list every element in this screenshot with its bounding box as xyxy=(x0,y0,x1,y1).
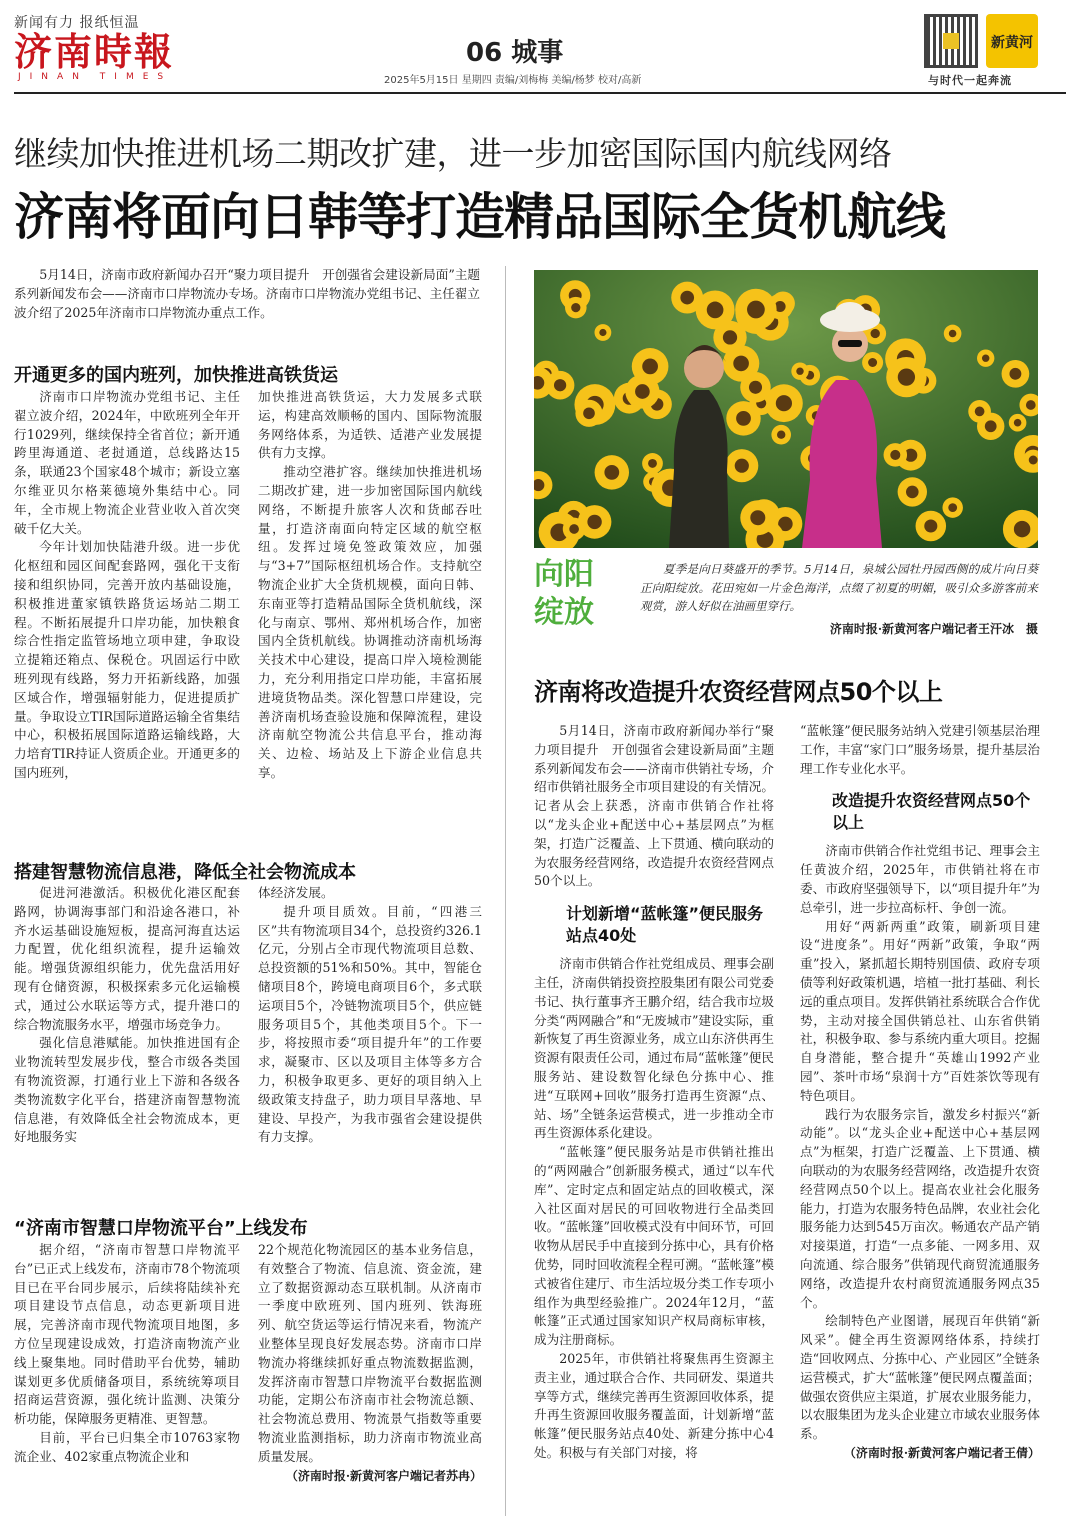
sunflower-icon xyxy=(1009,414,1027,432)
kicker-headline: 继续加快推进机场二期改扩建，进一步加密国际国内航线网络 xyxy=(14,134,892,173)
sunflower-icon xyxy=(740,372,771,403)
sunflower-icon xyxy=(944,325,962,343)
right-article-col1 xyxy=(534,722,774,1522)
sunflower-icon xyxy=(575,400,602,427)
newspaper-logo: 济南時報 xyxy=(14,29,175,74)
column-divider xyxy=(505,266,506,1516)
right-article-col2 xyxy=(800,722,1040,1522)
sunflower-icon xyxy=(898,477,927,506)
sunflower-icon xyxy=(886,357,926,397)
sunflower-icon xyxy=(862,352,883,373)
paragraph: 加快推进高铁货运，大力发展多式联运，构建高效顺畅的国内、国际物流服务网络体系，为适铁、适港产业发展提供有力支撑。 xyxy=(258,389,482,461)
byline: （济南时报·新黄河客户端记者王倩） xyxy=(843,1445,1040,1460)
sunflower-icon xyxy=(740,500,775,535)
qr-code-icon[interactable] xyxy=(924,14,978,68)
section3-col1 xyxy=(14,1241,240,1521)
sunflower-icon xyxy=(671,282,703,314)
paragraph: 5月14日，济南市政府新闻办举行“聚力项目提升 开创强省会建设新局面”主题系列新闻发布会——济南市供销社专场，介绍市供销社服务全市项目建设的有关情况。记者从会上获悉，济南市供销合作社将以“龙头企业+配送中心+基层网点”为框架，打造广泛覆盖、上下贯通、横向联动的为农服务经营网络，改造提升农资经营网点50个以上。 xyxy=(534,723,774,889)
sunflower-icon xyxy=(642,453,663,474)
sunflower-icon xyxy=(791,363,808,380)
page-section-title: 06 城事 xyxy=(466,38,564,68)
photo-caption: 夏季是向日葵盛开的季节。5月14日，泉城公园牡丹园西侧的成片向日葵正向阳绽放。花田宛如一片金色海洋，点缀了初夏的明媚，吸引众多游客前来观赏，游人好似在油画里穿行。 xyxy=(640,562,1038,613)
section3-col2 xyxy=(258,1241,482,1521)
sunflower-icon xyxy=(916,511,947,542)
section2-title: 搭建智慧物流信息港，降低全社会物流成本 xyxy=(14,862,356,883)
section2-col2 xyxy=(258,884,482,1182)
sunflower-photo-illustration xyxy=(534,270,1038,548)
sunflower-icon xyxy=(977,413,1004,440)
paragraph: 体经济发展。 xyxy=(258,885,334,900)
paragraph: 济南市供销合作社党组书记、理事会主任黄波介绍，2025年，市供销社将在市委、市政府坚强领导下，以“项目提升年”为总牵引，进一步拉高标杆、争创一流。 xyxy=(800,843,1040,915)
paragraph: 用好“两新两重”政策，刷新项目建设“进度条”。用好“两新”政策，争取“两重”投入，紧抓超长期特别国债、政府专项债等利好政策机遇，培植一批打基础、利长远的重点项目。发挥供销社系统联合合作优势，主动对接全国供销总社、山东省供销社，积极争取、参与系统内重大项目。挖掘自身潜能，整合提升“英雄山1992产业园”、茶叶市场“泉润十方”百姓茶饮等现有特色项目。 xyxy=(800,918,1040,1103)
photo-title: 向阳绽放 xyxy=(534,557,594,630)
subheading: 改造提升农资经营网点50个以上 xyxy=(832,791,1031,833)
section1-title: 开通更多的国内班列，加快推进高铁货运 xyxy=(14,365,338,386)
brand-slogan: 与时代一起奔流 xyxy=(928,74,1012,87)
paragraph: “蓝帐篷”便民服务站纳入党建引领基层治理工作，丰富“家门口”服务场景，提升基层治理工作专业化水平。 xyxy=(800,723,1040,776)
sunflower-icon xyxy=(632,348,669,385)
page-meta: 2025年5月15日 星期四 责编/刘梅梅 美编/杨梦 校对/高新 xyxy=(384,75,642,86)
sunflower-icon xyxy=(771,425,791,445)
sunflower-icon xyxy=(595,455,629,489)
paragraph: 济南市供销合作社党组成员、理事会副主任，济南供销投资控股集团有限公司党委书记、执行董事齐王鹏介绍，结合我市垃圾分类“两网融合”和“无废城市”建设实际，重新恢复了再生资源业务，成立山东济供再生资源有限责任公司，通过布局“蓝帐篷”便民服务站、建设数智化绿色分拣中心、推进“互联网+回收”服务打造再生资源“点、站、场”全链条运营模式，进一步推动全市再生资源体系化建设。 xyxy=(534,956,774,1141)
subheading: 计划新增“蓝帐篷”便民服务站点40处 xyxy=(566,904,764,946)
newspaper-logo-en: JINAN TIMES xyxy=(18,72,173,82)
sunflower-icon xyxy=(884,443,908,467)
right-article-title: 济南将改造提升农资经营网点50个以上 xyxy=(534,678,943,706)
paragraph: 提升项目质效。目前，“四港三区”共有物流项目34个，总投资约326.1亿元，分别占全市现代物流项目总数、总投资额的51%和50%。其中，智能仓储项目8个，跨境电商项目6个，多式联运项目5个，冷链物流项目5个，供应链服务项目5个，其他类项目5个。下一步，将按照市委“项目提升年”的工作要求，凝聚市、区以及项目主体等多方合力，积极争取更多、更好的项目纳入上级政策支持盘子，助力项目早落地、早建设、早投产，为我市强省会建设提供有力支撑。 xyxy=(258,903,482,1145)
paragraph: “蓝帐篷”便民服务站是市供销社推出的“两网融合”创新服务模式，通过“以车代库”、定时定点和固定站点的回收模式，深入社区面对居民的可回收物进行全品类回收。“蓝帐篷”回收模式没有中间环节，可回收物从居民手中直接到分拣中心，具有价格优势，同时回收流程全程可溯。“蓝帐篷”模式被省住建厅、市生活垃圾分类工作专项小组作为典型经验推广。2024年12月，“蓝帐篷”正式通过国家知识产权局商标审核，成为注册商标。 xyxy=(534,1144,774,1348)
main-headline: 济南将面向日韩等打造精品国际全货机航线 xyxy=(14,188,945,246)
paragraph: 推动空港扩容。继续加快推进机场二期改扩建，进一步加密国际国内航线网络，不断提升旅客人次和货邮吞吐量，打造济南面向特定区域的航空枢纽。发挥过境免签政策效应，加强与“3+7”国际枢纽机场合作。支持航空物流企业扩大全货机规模，面向日韩、东南亚等打造精品国际全货机航线，深化与南京、鄂州、郑州机场合作，加密国内全货机航线。协调推动济南机场海关技术中心建设，提高口岸入境检测能力，充分利用指定口岸功能，丰富拓展进境货物品类。深化智慧口岸建设，完善济南机场查验设施和保障流程，建设济南航空物流公共信息平台，推动海关、边检、场站及上下游企业信息共享。 xyxy=(258,464,482,780)
sunflower-icon xyxy=(942,497,962,517)
lead-paragraph-block xyxy=(14,266,480,328)
photo-credit: 济南时报·新黄河客户端记者王汗冰 摄 xyxy=(829,622,1038,636)
sunflower-icon xyxy=(578,505,612,539)
lead-paragraph: 5月14日，济南市政府新闻办召开“聚力项目提升 开创强省会建设新局面”主题系列新闻发布会——济南市口岸物流办专场。济南市口岸物流办党组书记、主任翟立波介绍了2025年济南市口岸物流办重点工作。 xyxy=(14,267,480,320)
sunflower-icon xyxy=(735,289,776,330)
paragraph: 济南市口岸物流办党组书记、主任翟立波介绍，2024年，中欧班列全年开行1029列，继续保持全省首位；新开通跨里海通道、老挝通道，总线路达15条，联通23个国家48个城市；新设立塞尔维亚贝尔格莱德境外集结中心。同年，全市规上物流企业营业收入首次突破千亿大关。 xyxy=(14,389,240,536)
masthead-rule xyxy=(14,92,1066,94)
sunflower-icon xyxy=(546,371,575,400)
brand-logo: 新黄河 xyxy=(986,14,1038,68)
sunflower-icon xyxy=(565,297,587,319)
paragraph: 今年计划加快陆港升级。进一步优化枢纽和园区间配套路网，强化干支衔接和组织协同，完善开放内基础设施，积极推进董家镇铁路货运场站二期工程。不断拓展提升口岸功能，加快粮食综合性指定监管场地立项申建，争取设立提箱还箱点、保税仓。巩固运行中欧班列现有线路，努力开拓新线路，加强区域合作，增强辐射能力，促进提质扩量。争取设立TIR国际道路运输全省集结中心，积极拓展国际道路运输线路，大力培育TIR持证人资质企业。开通更多的国内班列， xyxy=(14,539,240,780)
section2-col1 xyxy=(14,884,240,1182)
sunflower-photo xyxy=(534,270,1038,548)
paragraph: 绘制特色产业图谱，展现百年供销“新风采”。健全再生资源网络体系，持续打造“回收网点、分拣中心、产业园区”全链条运营模式，扩大“蓝帐篷”便民网点覆盖面；做强农资供应主渠道，扩展农业服务能力，以农服集团为龙头企业建立市域农业服务体系。 xyxy=(800,1313,1040,1442)
sunflower-icon xyxy=(1002,360,1030,388)
section1-col1 xyxy=(14,388,240,828)
sunflower-icon xyxy=(725,449,758,482)
byline: （济南时报·新黄河客户端记者苏冉） xyxy=(285,1468,482,1483)
sunflower-icon xyxy=(977,350,994,367)
sunflower-icon xyxy=(595,324,612,341)
section3-title: “济南市智慧口岸物流平台”上线发布 xyxy=(14,1218,308,1239)
section1-col2 xyxy=(258,388,482,828)
masthead-slogan: 新闻有力 报纸恒温 xyxy=(14,15,140,31)
paragraph: 目前，平台已归集全市10763家物流企业、402家重点物流企业和 xyxy=(14,1429,240,1464)
paragraph: 22个规范化物流园区的基本业务信息，有效整合了物流、信息流、资金流，建立了数据资源动态互联机制。从济南市一季度中欧班列、国内班列、铁海班列、航空货运等运行情况来看，物流产业整体呈现良好发展态势。济南市口岸物流办将继续抓好重点物流数据监测，发挥济南市智慧口岸物流平台数据监测功能，定期公布济南市社会物流总额、社会物流总费用、物流景气指数等重要物流业监测指标，助力济南市物流业高质量发展。 xyxy=(258,1242,482,1464)
sunflower-icon xyxy=(713,321,746,354)
paragraph: 2025年，市供销社将聚焦再生资源主责主业，通过联合合作、共同研发、渠道共享等方式，继续完善再生资源回收体系，提升再生资源回收服务覆盖面，计划新增“蓝帐篷”便民服务站点40处、新建分拣中心4处。积极与有关部门对接，将 xyxy=(534,1350,774,1460)
paragraph: 强化信息港赋能。加快推进国有企业物流转型发展步伐，整合市级各类国有物流资源，打通行业上下游和各级各类物流数字化平台，搭建济南智慧物流信息港，有效降低全社会物流成本，更好地服务实 xyxy=(14,1035,240,1145)
paragraph: 践行为农服务宗旨，激发乡村振兴“新动能”。以“龙头企业+配送中心+基层网点”为框架，打造广泛覆盖、上下贯通、横向联动的为农服务经营网络，改造提升农资经营网点50个以上。提高农业社会化服务能力，打造为农服务特色品牌，农业社会化服务能力达到545万亩次。畅通农产品产销对接渠道，打造“一点多能、一网多用、双向流通、综合服务”供销现代商贸流通服务网络，改造提升农村商贸流通服务网点35个。 xyxy=(800,1106,1040,1310)
paragraph: 促进河港激活。积极优化港区配套路网，协调海事部门和沿途各港口，补齐水运基础设施短板，提高河海直达运力配置，优化组织流程，提升运输效能。增强货源组织能力，优先盘活用好现有仓储资源，积极探索多元化运输模式，通过公水联运等方式，提升港口的综合物流服务水平，增强市场竞争力。 xyxy=(14,885,240,1032)
sunflower-icon xyxy=(726,401,760,435)
paragraph: 据介绍，“济南市智慧口岸物流平台”已正式上线发布，济南市78个物流项目已在平台同步展示，后续将陆续补充项目建设节点信息，动态更新项目进展，完善济南市现代物流项目地图，多方位呈现建设成效，打造济南物流产业线上聚集地。同时借助平台优势，辅助谋划更多优质储备项目，系统统筹项目招商运营资源，强化统计监测、决策分析功能，保障服务更精准、更智慧。 xyxy=(14,1242,240,1427)
